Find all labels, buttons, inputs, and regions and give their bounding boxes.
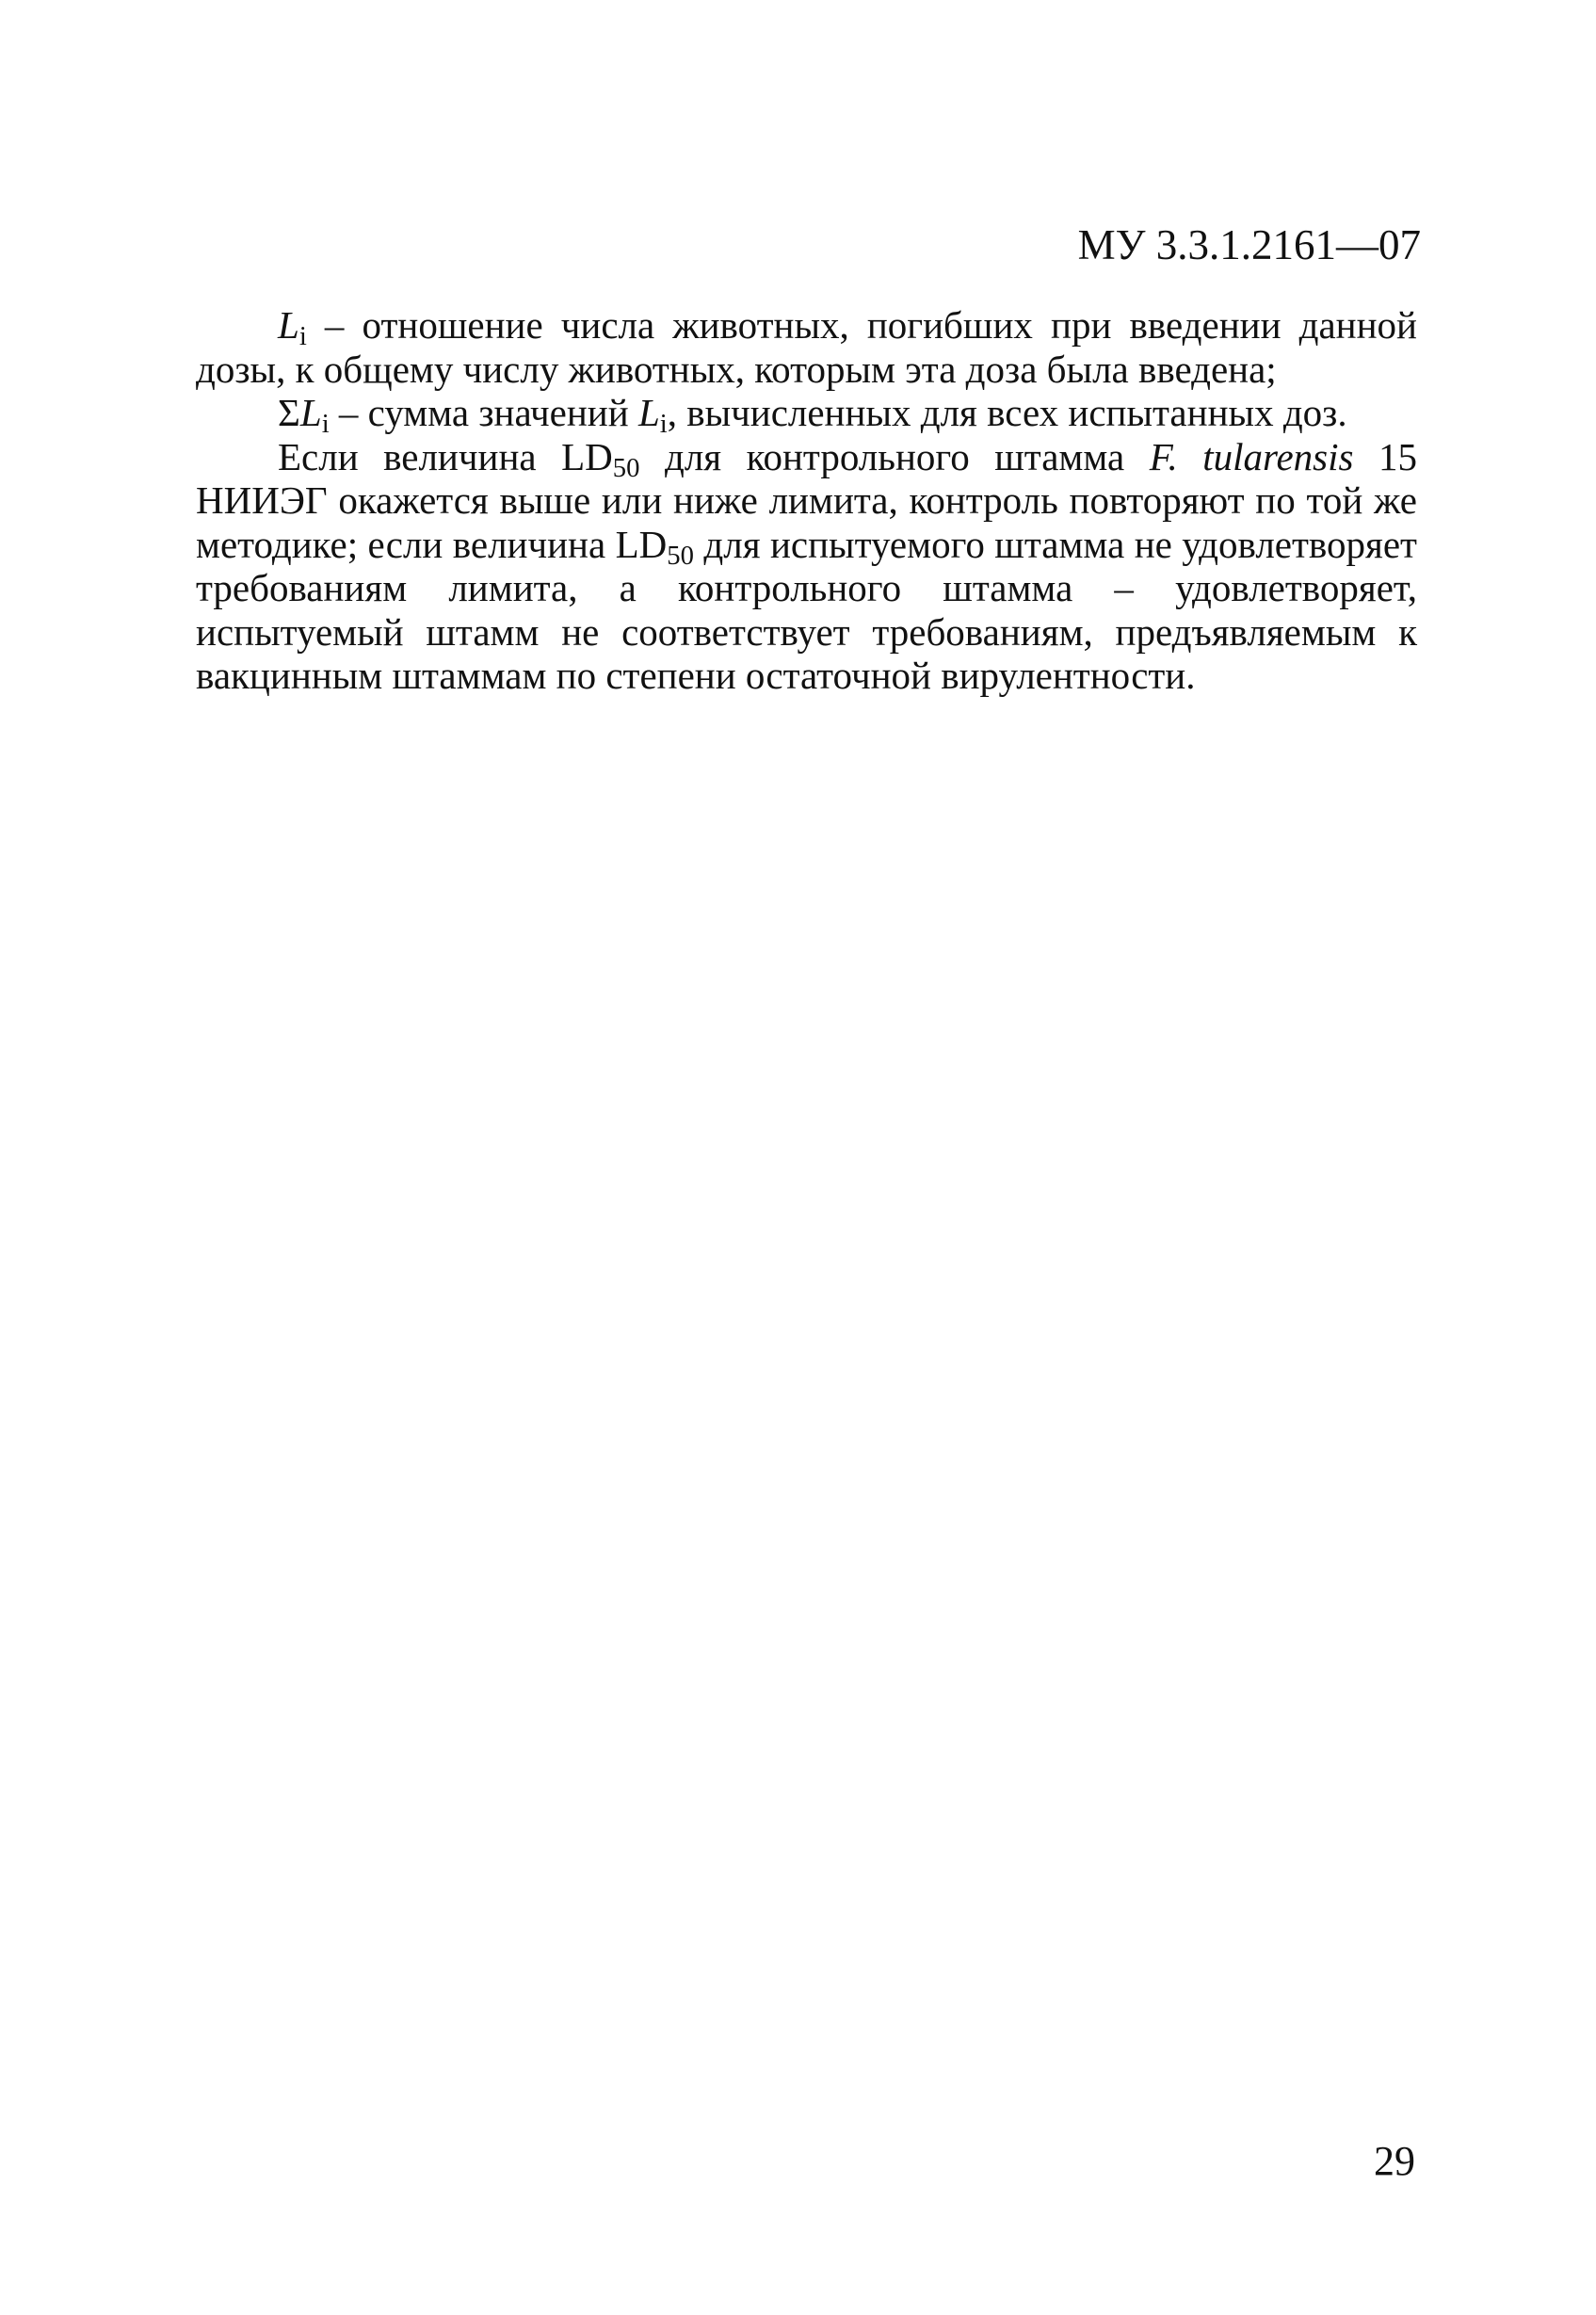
- paragraph-text: 15 НИИЭГ окажется выше или ниже лимита, контроль повторяют по той же методике; если величина LD: [196, 434, 1417, 566]
- paragraph-ld50: [196, 435, 1417, 698]
- inline-symbol-subscript: i: [659, 409, 668, 440]
- definition-text-end: , вычисленных для всех испытанных доз.: [667, 391, 1347, 434]
- ld50-subscript: 50: [612, 452, 640, 483]
- definition-li: [196, 303, 1417, 391]
- species-name: F. tularensis: [1149, 434, 1354, 478]
- definition-text: – сумма значений: [329, 391, 638, 434]
- paragraph-text: Если величина LD: [278, 434, 613, 478]
- ld50-subscript: 50: [667, 540, 694, 571]
- inline-symbol-l: L: [637, 391, 660, 434]
- symbol-l: L: [278, 303, 299, 347]
- definition-sum-li: [196, 391, 1417, 440]
- document-code: МУ 3.3.1.2161—07: [1077, 221, 1421, 268]
- symbol-subscript: i: [298, 321, 307, 352]
- definition-text: – отношение числа животных, погибших при введении данной дозы, к общему числу животных, которым эта доза была введена;: [196, 303, 1417, 391]
- page-number: 29: [1374, 2138, 1415, 2184]
- paragraph-text: для контрольного штамма: [639, 434, 1150, 478]
- body-text: [196, 303, 1417, 698]
- sum-sign: Σ: [278, 391, 300, 434]
- paragraph-text: для испытуемого штамма не удовлетворяет требованиям лимита, а контрольного штамма – удовлетворяет, испытуемый штамм не соответствует требованиям, предъявляемым к вакцинным штаммам по степени остаточной вирулентности.: [196, 522, 1417, 697]
- symbol-subscript: i: [321, 409, 330, 440]
- symbol-l: L: [299, 391, 322, 434]
